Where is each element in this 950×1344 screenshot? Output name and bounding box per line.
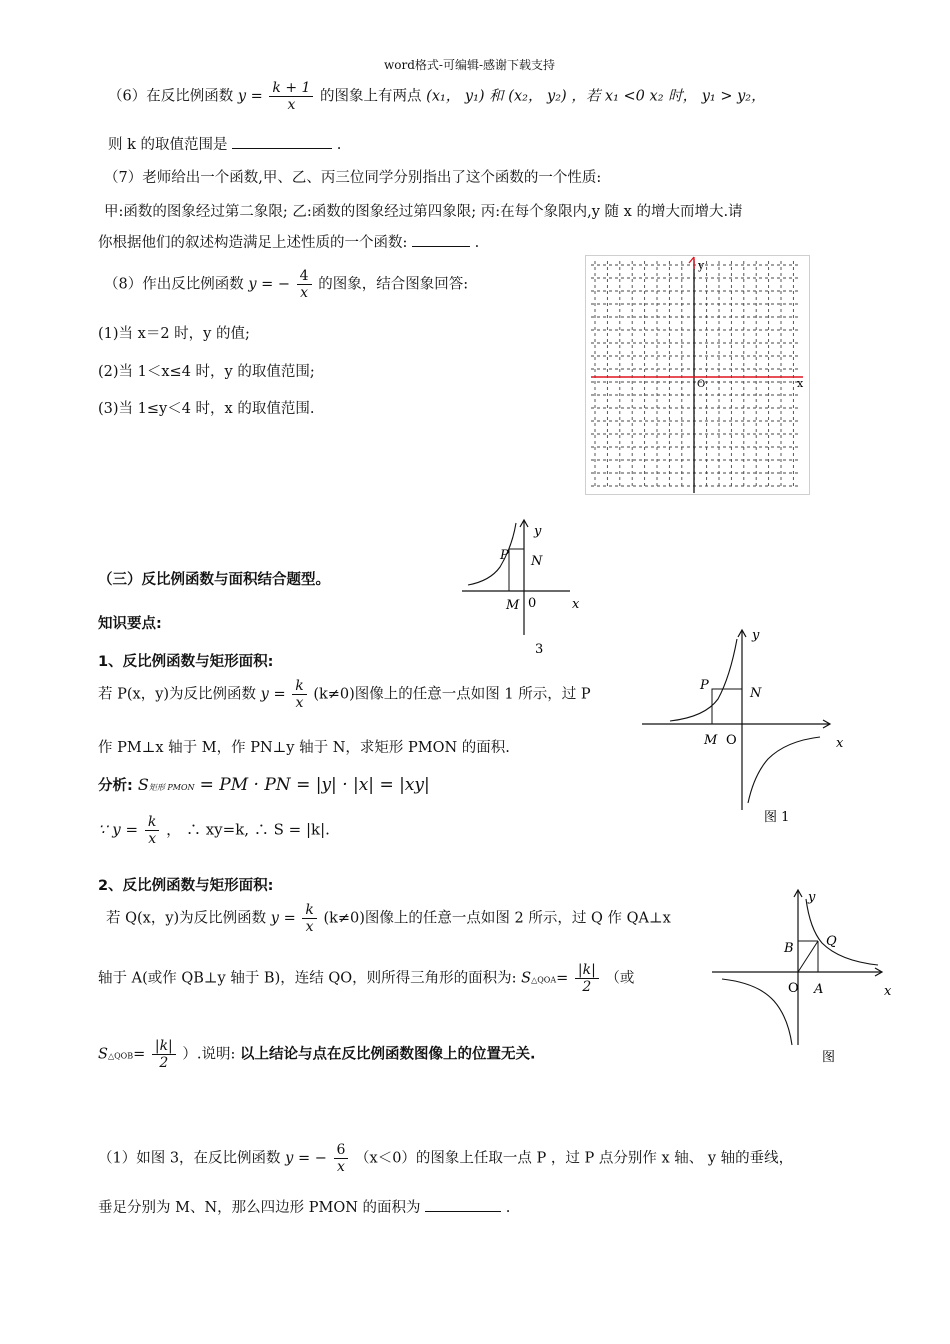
analysis-label: 分析: — [98, 778, 133, 794]
point2-b-text: 轴于 A(或作 QB⊥y 轴于 B)，连结 QO，则所得三角形的面积为: — [98, 970, 517, 987]
fig1-rectangle — [712, 689, 742, 724]
q6-cond: ，若 x₁ <0 x₂ 时， y₁ > y₂， — [571, 88, 766, 105]
fig2-O: O — [788, 981, 799, 996]
point3-den: 2 — [159, 1055, 169, 1072]
q8-intro — [104, 268, 468, 301]
point2-s: S — [521, 970, 532, 987]
because-den: x — [148, 831, 157, 848]
fig1-x: x — [836, 736, 844, 751]
point3-fraction — [152, 1038, 176, 1071]
q6-frac-num: k + 1 — [269, 80, 313, 97]
fig1-N: N — [750, 686, 762, 701]
point3-s: S — [98, 1046, 108, 1063]
q7-line3-text: 你根据他们的叙述构造满足上述性质的一个函数: — [98, 235, 408, 251]
because-num: k — [145, 814, 159, 831]
point2-a-den: x — [305, 919, 314, 936]
fig2-curve-right — [806, 899, 878, 965]
point2-line-b — [98, 962, 634, 995]
q1-frac-num: 6 — [334, 1142, 349, 1159]
fig2-caption: 图 — [822, 1050, 836, 1065]
fig3-caption: 3 — [535, 642, 544, 657]
q1-line2 — [98, 1196, 510, 1217]
q6-points: (x₁， y₁) 和 (x₂， y₂) — [426, 88, 567, 105]
point2-a-y: y = — [270, 910, 296, 927]
q6-line1 — [108, 80, 766, 113]
figure-3 — [460, 515, 590, 660]
grid-y-label: y — [698, 259, 705, 272]
fig2-y: y — [808, 890, 816, 905]
analysis-s: S — [137, 775, 149, 794]
q7-line2: 甲:函数的图象经过第二象限; 乙:函数的图象经过第四象限; 丙:在每个象限内,y 随 x 的增大而增大.请 — [104, 204, 743, 220]
q8-grid-figure — [585, 255, 810, 495]
fig2-qo-line — [798, 941, 818, 972]
q8-sub2: (2)当 1＜x≤4 时，y 的取值范围; — [98, 364, 315, 380]
q6-prefix: （6）在反比例函数 — [108, 88, 234, 105]
section3-knowledge: 知识要点: — [98, 616, 162, 632]
q8-y-eq: y = − — [248, 276, 291, 293]
q6-frac-den: x — [287, 97, 296, 114]
q1-cond: （x＜0）的图象上任取一点 P ，过 P 点分别作 x 轴、 y 轴的垂线， — [355, 1150, 794, 1167]
fig3-N: N — [531, 554, 543, 569]
point1-a-y: y = — [260, 686, 286, 703]
fig2-curve-left — [722, 979, 792, 1045]
q8-frac-den: x — [300, 285, 309, 302]
fig3-y: y — [534, 524, 542, 539]
q6-y-eq: y = — [237, 88, 263, 105]
fig2-Q: Q — [826, 934, 837, 949]
q8-suffix: 的图象，结合图象回答: — [318, 276, 469, 293]
fig1-curve-right — [748, 737, 820, 803]
point2-num: |k| — [575, 962, 599, 979]
q8-sub3: (3)当 1≤y＜4 时，x 的取值范围. — [98, 401, 315, 417]
point2-a-prefix: 若 Q(x，y)为反比例函数 — [106, 910, 267, 927]
fig3-P: P — [500, 548, 509, 563]
point1-line-b: 作 PM⊥x 轴于 M，作 PN⊥y 轴于 N，求矩形 PMON 的面积. — [98, 740, 510, 756]
point2-title: 2、反比例函数与矩形面积: — [98, 878, 274, 894]
q8-fraction — [297, 268, 312, 301]
point2-a-num: k — [302, 902, 316, 919]
q1-prefix: （1）如图 3，在反比例函数 — [98, 1150, 281, 1167]
q7-line3 — [98, 231, 479, 252]
grid-x-label: x — [797, 377, 804, 390]
q1-line2-text: 垂足分别为 M、N，那么四边形 PMON 的面积为 — [98, 1200, 421, 1216]
because-line — [98, 814, 330, 847]
q8-frac-num: 4 — [297, 268, 312, 285]
section3-title: （三）反比例函数与面积结合题型。 — [98, 572, 330, 588]
q1-frac-den: x — [337, 1159, 345, 1176]
fig3-rectangle — [509, 549, 524, 591]
because-y: ∵ y = — [98, 820, 139, 839]
q6-line2 — [108, 133, 341, 154]
point3-line — [98, 1038, 536, 1071]
figure-2 — [710, 885, 910, 1070]
point3-sub: △QOB — [107, 1051, 134, 1061]
fig1-caption: 图 1 — [764, 810, 790, 825]
fig3-M: M — [506, 598, 520, 613]
page-header: word格式-可编辑-感谢下载支持 — [384, 58, 556, 72]
point2-or: （或 — [605, 970, 635, 987]
fig2-B: B — [784, 941, 794, 956]
point1-line-a — [98, 678, 591, 711]
q6-line2-text: 则 k 的取值范围是 — [108, 137, 228, 153]
q6-fraction — [269, 80, 313, 113]
analysis-sub: 矩形 PMON — [148, 783, 195, 792]
point2-fraction — [575, 962, 599, 995]
q6-mid: 的图象上有两点 — [320, 88, 422, 105]
fig2-x: x — [884, 984, 892, 999]
point1-a-fraction — [292, 678, 306, 711]
q8-prefix: （8）作出反比例函数 — [104, 276, 244, 293]
fig3-x: x — [572, 597, 580, 612]
analysis-line — [98, 774, 430, 795]
point1-a-num: k — [292, 678, 306, 695]
q1-line1 — [98, 1142, 793, 1175]
point1-a-prefix: 若 P(x，y)为反比例函数 — [98, 686, 257, 703]
point2-a-fraction — [302, 902, 316, 935]
fig1-P: P — [700, 678, 709, 693]
point1-a-den: x — [295, 695, 304, 712]
q1-fraction — [334, 1142, 349, 1175]
point2-den: 2 — [582, 979, 592, 996]
point3-bold-note: 以上结论与点在反比例函数图像上的位置无关. — [240, 1046, 536, 1063]
fig1-O: O — [726, 733, 737, 748]
fig1-M: M — [704, 733, 718, 748]
q8-sub1: (1)当 x＝2 时，y 的值; — [98, 326, 250, 342]
grid-origin-label: O — [697, 379, 706, 390]
point2-eq: = — [556, 970, 569, 987]
q6-answer-blank[interactable] — [232, 137, 332, 149]
figure-1 — [640, 625, 860, 830]
point1-a-suffix: (k≠0)图像上的任意一点如图 1 所示，过 P — [313, 686, 591, 703]
point2-a-suffix: (k≠0)图像上的任意一点如图 2 所示，过 Q 作 QA⊥x — [323, 910, 671, 927]
analysis-eq: = PM · PN = |y| · |x| = |xy| — [199, 775, 430, 795]
q7-line3-end: . — [474, 235, 480, 251]
point1-title: 1、反比例函数与矩形面积: — [98, 654, 274, 670]
fig3-O: 0 — [528, 596, 537, 611]
q6-line2-end: . — [336, 137, 342, 153]
point3-eq: = — [133, 1046, 146, 1063]
q7-answer-blank[interactable] — [412, 235, 470, 247]
point3-note: ）.说明: — [182, 1046, 236, 1063]
because-fraction — [145, 814, 159, 847]
point2-line-a — [106, 902, 671, 935]
point2-sub: △QOA — [531, 975, 557, 985]
q1-line2-end: . — [505, 1200, 511, 1216]
because-rest: ， ∴ xy=k, ∴ S = |k|. — [166, 820, 330, 839]
point3-num: |k| — [152, 1038, 176, 1055]
q7-line1: （7）老师给出一个函数,甲、乙、丙三位同学分别指出了这个函数的一个性质: — [104, 170, 602, 186]
fig1-y: y — [752, 628, 760, 643]
q1-answer-blank[interactable] — [425, 1200, 501, 1212]
fig2-A: A — [814, 982, 824, 997]
q1-y-eq: y = − — [285, 1150, 327, 1167]
